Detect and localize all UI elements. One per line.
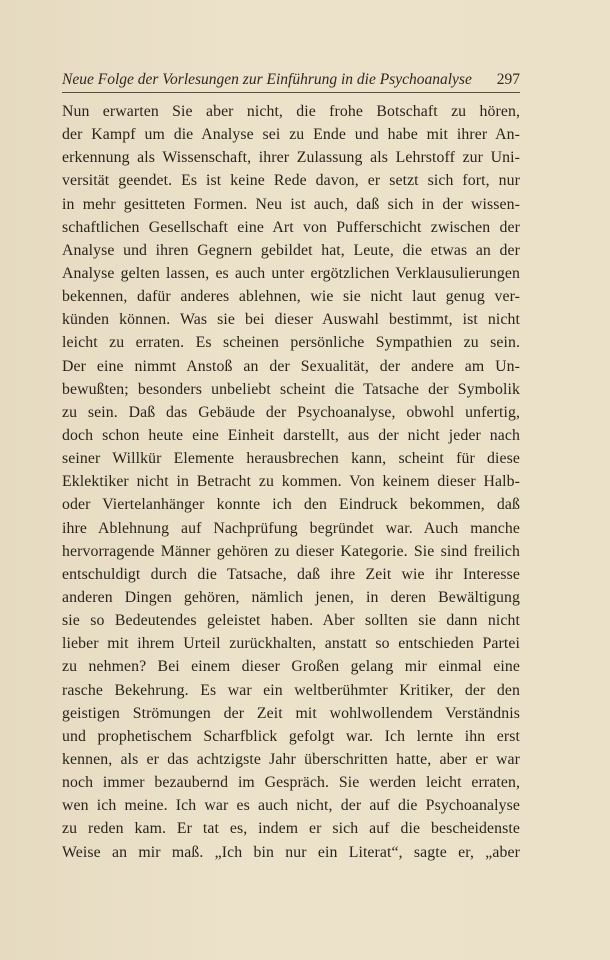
text-line: hervorragende Männer gehören zu dieser Kategorie. Sie sind freilich bbox=[62, 542, 520, 560]
text-line: bewußten; besonders unbeliebt scheint die Tatsache der Symbolik bbox=[62, 380, 520, 398]
text-line: seiner Willkür Elemente herausbrechen kann, scheint für diese bbox=[62, 450, 520, 468]
text-line: schaftlichen Gesellschaft eine Art von Pufferschicht zwischen der bbox=[62, 218, 520, 236]
text-line: ihre Ablehnung auf Nachprüfung begründet war. Auch manche bbox=[62, 519, 520, 537]
text-line: und prophetischem Scharfblick gefolgt war. Ich lernte ihn erst bbox=[62, 727, 520, 745]
text-line: geistigen Strömungen der Zeit mit wohlwollendem Verständnis bbox=[62, 704, 520, 722]
text-line: zu reden kam. Er tat es, indem er sich auf die bescheidenste bbox=[62, 820, 520, 838]
text-line: entschuldigt durch die Tatsache, daß ihre Zeit wie ihr Interesse bbox=[62, 565, 520, 583]
running-head bbox=[62, 68, 520, 92]
text-line: künden können. Was sie bei dieser Auswahl bestimmt, ist nicht bbox=[62, 311, 520, 329]
text-line: zu sein. Daß das Gebäude der Psychoanalyse, obwohl unfertig, bbox=[62, 403, 520, 421]
page-number: 297 bbox=[496, 71, 520, 88]
text-line: in mehr gesitteten Formen. Neu ist auch, daß sich in der wissen- bbox=[62, 195, 520, 213]
text-line: leicht zu erraten. Es scheinen persönliche Sympathien zu sein. bbox=[62, 334, 520, 352]
running-head-title: Neue Folge der Vorlesungen zur Einführung in die Psychoanalyse bbox=[62, 71, 472, 88]
text-line: wen ich meine. Ich war es auch nicht, der auf die Psychoanalyse bbox=[62, 797, 520, 815]
text-line: erkennung als Wissenschaft, ihrer Zulassung als Lehrstoff zur Uni- bbox=[62, 149, 520, 167]
text-line: bekennen, dafür anderes ablehnen, wie sie nicht laut genug ver- bbox=[62, 288, 520, 306]
text-line: Eklektiker nicht in Betracht zu kommen. Von keinem dieser Halb- bbox=[62, 473, 520, 491]
text-line: Analyse und ihren Gegnern gebildet hat, Leute, die etwas an der bbox=[62, 241, 520, 259]
text-line: rasche Bekehrung. Es war ein weltberühmter Kritiker, der den bbox=[62, 681, 520, 699]
header-rule bbox=[62, 92, 520, 93]
text-line: oder Viertelanhänger konnte ich den Eindruck bekommen, daß bbox=[62, 496, 520, 514]
text-line: sie so Bedeutendes geleistet haben. Aber sollten sie dann nicht bbox=[62, 612, 520, 630]
text-line: kennen, als er das achtzigste Jahr überschritten hatte, aber er war bbox=[62, 750, 520, 768]
text-line: doch schon heute eine Einheit darstellt, aus der nicht jeder nach bbox=[62, 426, 520, 444]
text-line: Der eine nimmt Anstoß an der Sexualität, der andere am Un- bbox=[62, 357, 520, 375]
text-line: Analyse gelten lassen, es auch unter ergötzlichen Verklausulierungen bbox=[62, 264, 520, 282]
text-line: der Kampf um die Analyse sei zu Ende und habe mit ihrer An- bbox=[62, 126, 520, 144]
text-line: Weise an mir maß. „Ich bin nur ein Literat“, sagte er, „aber bbox=[62, 843, 520, 861]
text-line: noch immer bezaubernd im Gespräch. Sie werden leicht erraten, bbox=[62, 774, 520, 792]
text-line: zu nehmen? Bei einem dieser Großen gelang mir einmal eine bbox=[62, 658, 520, 676]
text-line: Nun erwarten Sie aber nicht, die frohe Botschaft zu hören, bbox=[62, 103, 520, 120]
body-paragraph bbox=[62, 100, 520, 864]
text-line: versität geendet. Es ist keine Rede davon, er setzt sich fort, nur bbox=[62, 172, 520, 190]
text-line: lieber mit ihrem Urteil zurückhalten, anstatt so entschieden Partei bbox=[62, 635, 520, 653]
text-line: anderen Dingen gehören, nämlich jenen, in deren Bewältigung bbox=[62, 588, 520, 606]
